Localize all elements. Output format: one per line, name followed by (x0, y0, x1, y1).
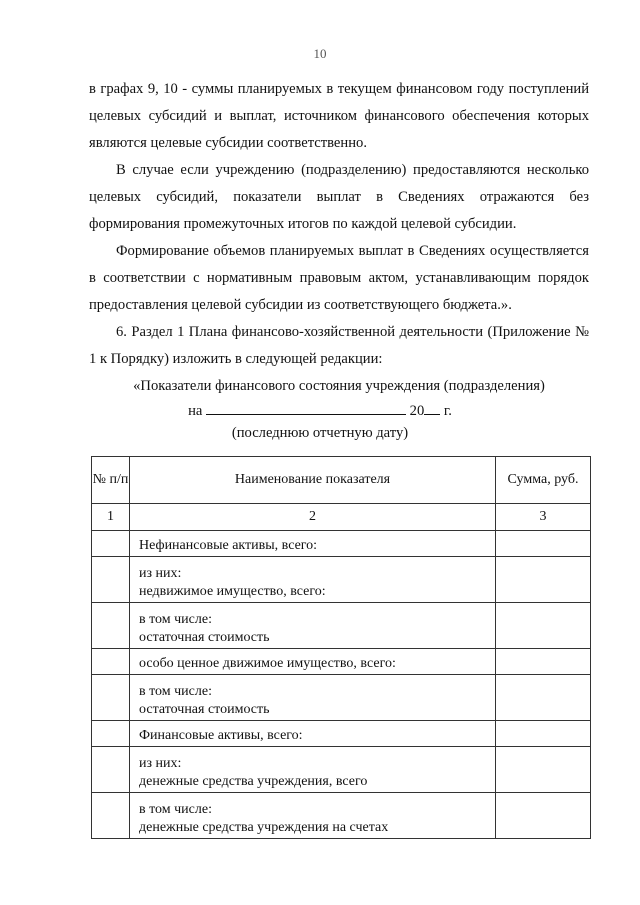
indicator-name-line: в том числе: (139, 684, 212, 699)
column-header-number: № п/п (92, 457, 130, 504)
row-number-cell (92, 531, 130, 557)
indicator-name-line: в том числе: (139, 802, 212, 817)
table-row (92, 531, 591, 557)
indicator-name-cell (130, 747, 496, 793)
year-blank (424, 400, 440, 415)
column-number: 2 (130, 504, 496, 531)
table-row (92, 721, 591, 747)
row-number-cell (92, 721, 130, 747)
year-prefix: 20 (409, 403, 425, 419)
table-row (92, 649, 591, 675)
indicator-name-line: денежные средства учреждения на счетах (139, 820, 389, 835)
paragraph: в графах 9, 10 - суммы планируемых в текущем финансовом году поступлений целевых субсидий и выплат, источником финансового обеспечения которых являются целевые субсидии соответственно. (89, 81, 589, 151)
indicator-name-cell (130, 531, 496, 557)
date-prefix: на (188, 403, 203, 419)
sum-cell (496, 793, 591, 839)
page-number: 10 (313, 46, 327, 61)
column-number: 1 (92, 504, 130, 531)
indicator-name-line: Финансовые активы, всего: (139, 728, 303, 743)
indicator-name-line: в том числе: (139, 612, 212, 627)
row-number-cell (92, 793, 130, 839)
paragraph: Формирование объемов планируемых выплат в Сведениях осуществляется в соответствии с нормативным правовым актом, устанавливающим порядок предоставления целевой субсидии из соответствующего бюджета.». (89, 243, 589, 313)
report-date-line (0, 400, 640, 444)
indicator-name-line: особо ценное движимое имущество, всего: (139, 656, 396, 671)
column-header-name: Наименование показателя (130, 457, 496, 504)
row-number-cell (92, 675, 130, 721)
row-number-cell (92, 603, 130, 649)
column-header-sum: Сумма, руб. (496, 457, 591, 504)
date-note: (последнюю отчетную дату) (231, 425, 409, 441)
indicator-name-cell (130, 557, 496, 603)
paragraph: 6. Раздел 1 Плана финансово-хозяйственной деятельности (Приложение № 1 к Порядку) изложить в следующей редакции: (89, 324, 589, 367)
form-title: «Показатели финансового состояния учреждения (подразделения) (133, 378, 545, 394)
indicator-name-line: недвижимое имущество, всего: (139, 584, 326, 599)
indicator-name-cell (130, 675, 496, 721)
document-body (89, 76, 589, 400)
sum-cell (496, 557, 591, 603)
year-suffix: г. (443, 403, 452, 419)
sum-cell (496, 603, 591, 649)
financial-indicators-table (91, 456, 591, 839)
indicator-name-cell (130, 793, 496, 839)
row-number-cell (92, 557, 130, 603)
indicator-name-line: остаточная стоимость (139, 702, 270, 717)
indicator-name-cell (130, 721, 496, 747)
sum-cell (496, 675, 591, 721)
table-row (92, 557, 591, 603)
date-blank (206, 400, 406, 415)
sum-cell (496, 649, 591, 675)
table-row (92, 603, 591, 649)
indicator-name-line: денежные средства учреждения, всего (139, 774, 368, 789)
column-number-row (92, 504, 591, 531)
indicator-name-line: Нефинансовые активы, всего: (139, 538, 318, 553)
indicator-name-line: остаточная стоимость (139, 630, 270, 645)
row-number-cell (92, 747, 130, 793)
row-number-cell (92, 649, 130, 675)
table-row (92, 793, 591, 839)
indicator-name-cell (130, 603, 496, 649)
sum-cell (496, 531, 591, 557)
indicator-name-line: из них: (139, 566, 182, 581)
indicator-name-line: из них: (139, 756, 182, 771)
table-row (92, 747, 591, 793)
indicator-name-cell (130, 649, 496, 675)
table-row (92, 675, 591, 721)
table-header-row (92, 457, 591, 504)
sum-cell (496, 721, 591, 747)
column-number: 3 (496, 504, 591, 531)
sum-cell (496, 747, 591, 793)
paragraph: В случае если учреждению (подразделению) предоставляются несколько целевых субсидий, показатели выплат в Сведениях отражаются без формирования промежуточных итогов по каждой целевой субсидии. (89, 162, 589, 232)
